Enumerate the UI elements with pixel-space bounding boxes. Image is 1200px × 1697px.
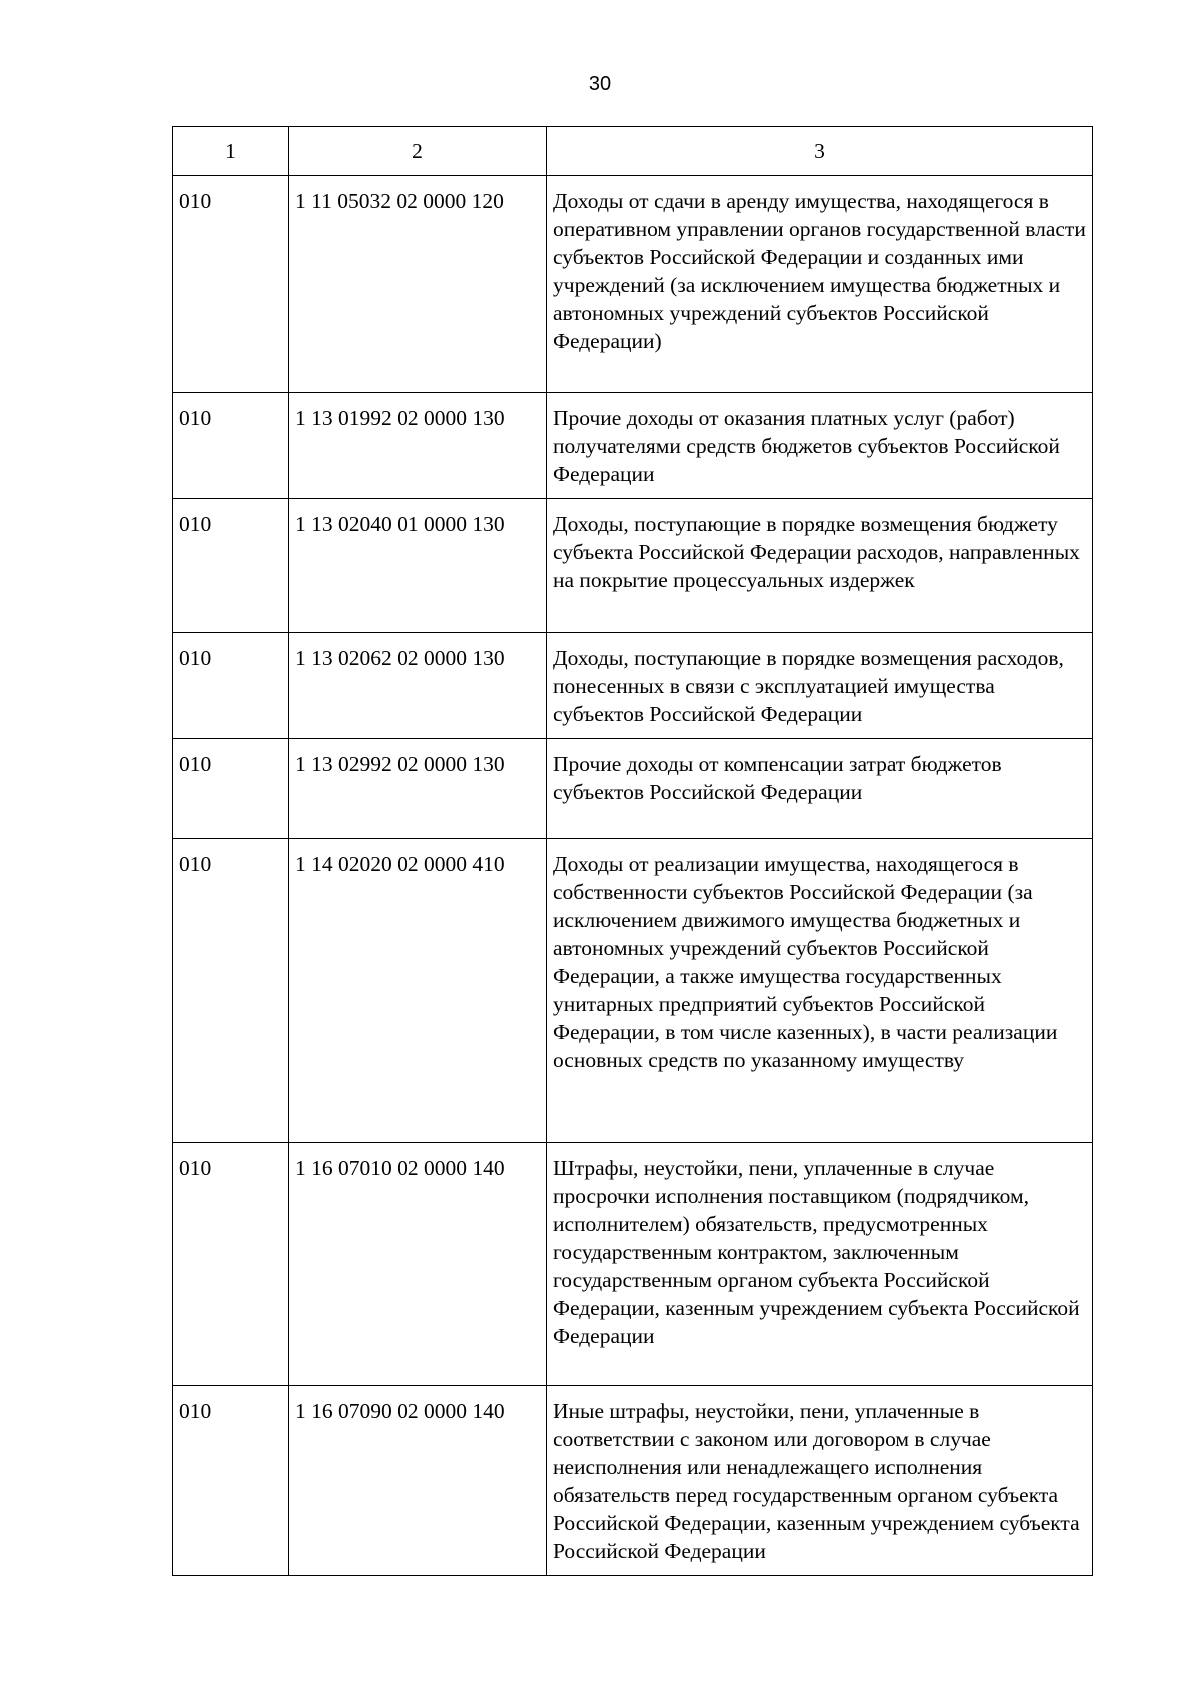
revenue-code-cell: 1 13 02040 01 0000 130	[289, 499, 547, 633]
grbs-code-cell: 010	[173, 739, 289, 839]
page-number: 30	[588, 73, 612, 95]
table-row	[173, 739, 1093, 839]
table-row	[173, 393, 1093, 499]
revenue-name-cell: Доходы от сдачи в аренду имущества, находящегося в оперативном управлении органов государственной власти субъектов Российской Федерации и созданных ими учреждений (за исключением имущества бюджетных и автономных учреждений субъектов Российской Федерации)	[547, 176, 1093, 393]
revenue-code-cell: 1 11 05032 02 0000 120	[289, 176, 547, 393]
table-row	[173, 499, 1093, 633]
revenue-code-cell: 1 13 01992 02 0000 130	[289, 393, 547, 499]
table-row	[173, 839, 1093, 1143]
header-col-2: 2	[289, 127, 547, 176]
grbs-code-cell: 010	[173, 1386, 289, 1576]
table-row	[173, 1386, 1093, 1576]
table-row	[173, 633, 1093, 739]
header-row	[173, 127, 1093, 176]
grbs-code-cell: 010	[173, 633, 289, 739]
revenue-name-cell: Доходы, поступающие в порядке возмещения расходов, понесенных в связи с эксплуатацией имущества субъектов Российской Федерации	[547, 633, 1093, 739]
revenue-code-cell: 1 13 02062 02 0000 130	[289, 633, 547, 739]
revenue-codes-table	[172, 126, 1093, 1576]
grbs-code-cell: 010	[173, 1143, 289, 1386]
revenue-code-cell: 1 16 07090 02 0000 140	[289, 1386, 547, 1576]
revenue-name-cell: Иные штрафы, неустойки, пени, уплаченные в соответствии с законом или договором в случае неисполнения или ненадлежащего исполнения обязательств перед государственным органом субъекта Российской Федерации, казенным учреждением субъекта Российской Федерации	[547, 1386, 1093, 1576]
revenue-code-cell: 1 16 07010 02 0000 140	[289, 1143, 547, 1386]
grbs-code-cell: 010	[173, 393, 289, 499]
revenue-name-cell: Штрафы, неустойки, пени, уплаченные в случае просрочки исполнения поставщиком (подрядчиком, исполнителем) обязательств, предусмотренных государственным контрактом, заключенным государственным органом субъекта Российской Федерации, казенным учреждением субъекта Российской Федерации	[547, 1143, 1093, 1386]
revenue-code-cell: 1 14 02020 02 0000 410	[289, 839, 547, 1143]
header-col-1: 1	[173, 127, 289, 176]
grbs-code-cell: 010	[173, 499, 289, 633]
grbs-code-cell: 010	[173, 176, 289, 393]
table-row	[173, 1143, 1093, 1386]
table-row	[173, 176, 1093, 393]
revenue-name-cell: Прочие доходы от компенсации затрат бюджетов субъектов Российской Федерации	[547, 739, 1093, 839]
revenue-name-cell: Доходы, поступающие в порядке возмещения бюджету субъекта Российской Федерации расходов, направленных на покрытие процессуальных издержек	[547, 499, 1093, 633]
revenue-code-cell: 1 13 02992 02 0000 130	[289, 739, 547, 839]
revenue-name-cell: Доходы от реализации имущества, находящегося в собственности субъектов Российской Федерации (за исключением движимого имущества бюджетных и автономных учреждений субъектов Российской Федерации, а также имущества государственных унитарных предприятий субъектов Российской Федерации, в том числе казенных), в части реализации основных средств по указанному имуществу	[547, 839, 1093, 1143]
grbs-code-cell: 010	[173, 839, 289, 1143]
revenue-name-cell: Прочие доходы от оказания платных услуг (работ) получателями средств бюджетов субъектов Российской Федерации	[547, 393, 1093, 499]
header-col-3: 3	[547, 127, 1093, 176]
